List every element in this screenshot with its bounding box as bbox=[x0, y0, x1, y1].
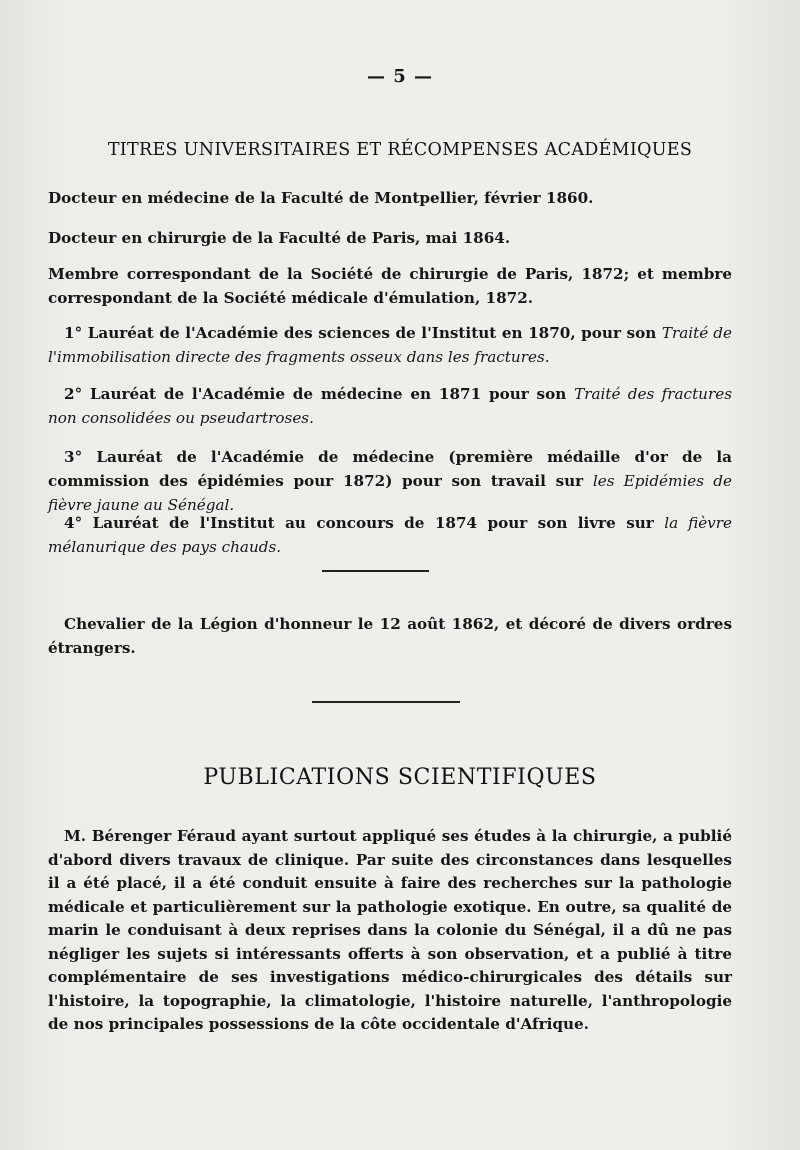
award-1-text: Lauréat de l'Académie des sciences de l'Institut en 1870, pour son bbox=[87, 324, 657, 342]
award-4-title: la fièvre mélanurique des pays chauds. bbox=[48, 514, 733, 556]
page-number: — 5 — bbox=[366, 66, 434, 87]
award-3-number: 3° bbox=[64, 448, 83, 466]
honor-paragraph: Chevalier de la Légion d'honneur le 12 août 1862, et décoré de divers ordres étrangers. bbox=[48, 615, 732, 657]
award-2-title: Traité des fractures non consolidées ou pseudartroses. bbox=[48, 385, 732, 427]
divider-long bbox=[312, 701, 460, 703]
divider-short bbox=[322, 570, 429, 572]
section-title-titles: TITRES UNIVERSITAIRES ET RÉCOMPENSES ACADÉMIQUES bbox=[107, 140, 693, 160]
degree-paris: Docteur en chirurgie de la Faculté de Paris, mai 1864. bbox=[48, 229, 511, 247]
award-1-number: 1° bbox=[64, 324, 83, 342]
award-4 bbox=[48, 511, 732, 559]
award-3-title: les Epidémies de fièvre jaune au Sénégal. bbox=[48, 472, 732, 514]
award-3-text: Lauréat de l'Académie de médecine (première médaille d'or de la commission des épidémies pour 1872) pour son travail sur bbox=[48, 448, 733, 490]
award-4-text: Lauréat de l'Institut au concours de 1874 pour son livre sur bbox=[92, 514, 654, 532]
award-2-number: 2° bbox=[64, 385, 83, 403]
award-3 bbox=[48, 445, 732, 517]
section-title-publications: PUBLICATIONS SCIENTIFIQUES bbox=[203, 765, 597, 790]
publications-paragraph: M. Bérenger Féraud ayant surtout appliqué ses études à la chirurgie, a publié d'abord divers travaux de clinique. Par suite des circonstances dans lesquelles il a été placé, il a été conduit ensuite à faire des recherches sur la pathologie médicale et particulièrement sur la pathologie exotique. En outre, sa qualité de marin le conduisant à deux reprises dans la colonie du Sénégal, il a dû ne pas négliger les sujets si intéressants offerts à son observation, et a publié à titre complémentaire de ses investigations médico-chirurgicales des détails sur l'histoire, la topographie, la climatologie, l'histoire naturelle, l'anthropologie de nos principales possessions de la côte occidentale d'Afrique. bbox=[48, 827, 732, 1033]
membership: Membre correspondant de la Société de chirurgie de Paris, 1872; et membre correspondant de la Société médicale d'émulation, 1872. bbox=[48, 265, 732, 307]
degree-montpellier: Docteur en médecine de la Faculté de Montpellier, février 1860. bbox=[48, 189, 594, 207]
award-1-title: Traité de l'immobilisation directe des fragments osseux dans les fractures. bbox=[48, 324, 733, 366]
award-2-text: Lauréat de l'Académie de médecine en 1871 pour son bbox=[89, 385, 567, 403]
award-1 bbox=[48, 321, 732, 369]
award-2 bbox=[48, 382, 732, 430]
award-4-number: 4° bbox=[64, 514, 83, 532]
